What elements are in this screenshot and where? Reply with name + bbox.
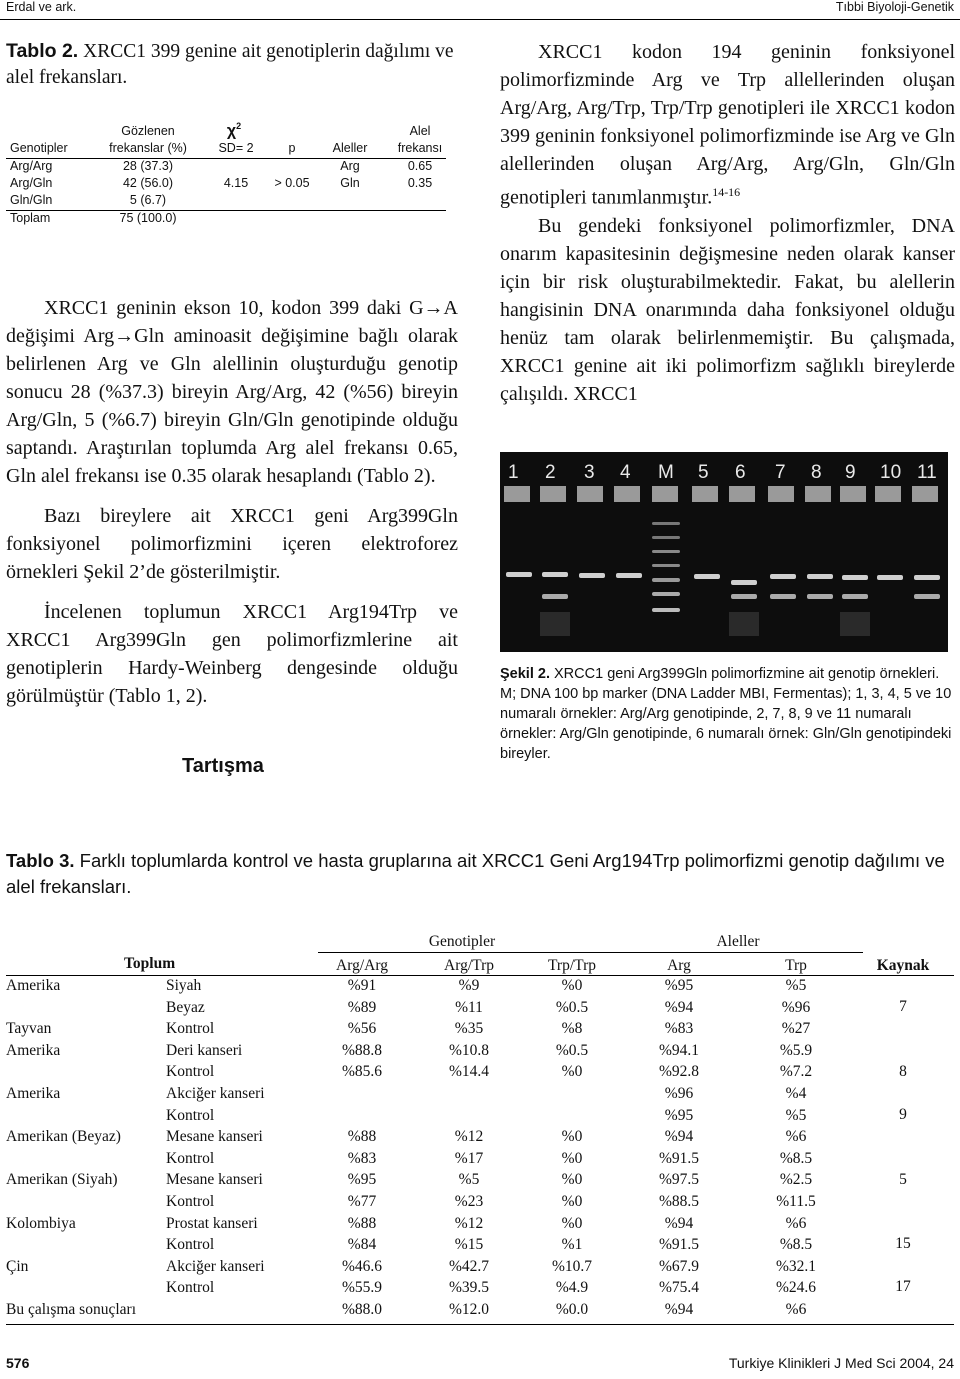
paragraph: XRCC1 geninin ekson 10, kodon 399 daki G→A değişimi Arg→Gln aminoasit değişimine bağlı olarak belirlenen Arg ve Gln alellinin oluşturduğu genotip sonucu 28 (%37.3) bireyin Arg/Arg, 42 (%56) bireyin Arg/Gln, 5 (%6.7) bireyin Gln/Gln genotipinde olduğu saptandı. Araştırılan toplumda Arg alel frekansı 0.65, Gln alel frekansı ise 0.35 olarak hesaplandı (Tablo 2).: [6, 297, 458, 487]
tablo3-header-kaynak: Kaynak: [876, 957, 930, 974]
sample-band: [914, 575, 940, 580]
tablo3-cell-trp: %27: [781, 1020, 811, 1038]
tablo2-caption: [6, 38, 461, 91]
gel-well: [805, 486, 831, 502]
tablo3-cell-argarg: %46.6: [341, 1257, 383, 1275]
tablo3-cell-grup: Kontrol: [166, 1236, 215, 1254]
tablo2-header-frekansi: frekansı: [397, 141, 443, 155]
tablo3-cell-trp: %2.5: [779, 1171, 813, 1189]
tablo3-cell-argtrp: %12: [454, 1214, 484, 1232]
tablo3-header-toplum: Toplum: [124, 955, 176, 972]
tablo3-kaynak: 8: [899, 1063, 907, 1080]
tablo3: [6, 930, 956, 1330]
tablo2: [6, 121, 461, 231]
tablo2-cell-alel-frekans: 0.35: [407, 176, 433, 190]
sample-band: [807, 594, 833, 599]
gel-well: [577, 486, 603, 502]
marker-band: [652, 522, 680, 525]
marker-band: [652, 592, 680, 596]
tablo3-cell-grup: Mesane kanseri: [166, 1128, 263, 1146]
paragraph-text: XRCC1 kodon 194 geninin fonksiyonel polimorfizminde Arg ve Trp allellerinden oluşan Arg/Arg, Arg/Trp, Trp/Trp genotipleri ile XRCC1 kodon 399 geninin fonksiyonel polimorfizminde ise Arg ve Gln alellerinden oluşan Arg/Arg, Arg/Gln, Gln/Gln genotipleri tanımlanmıştır.: [500, 41, 955, 209]
tablo2-header-sd: SD= 2: [218, 141, 254, 155]
tablo3-caption-text: Farklı toplumlarda kontrol ve hasta gruplarına ait XRCC1 Geni Arg194Trp polimorfizmi genotip dağılımı ve alel frekansları.: [6, 850, 945, 897]
tablo3-cell-toplum: Amerikan (Siyah): [6, 1171, 118, 1189]
tablo2-cell-genotip: Arg/Gln: [10, 176, 53, 190]
lane-label: 9: [845, 462, 856, 483]
tablo3-cell-arg: %88.5: [658, 1193, 700, 1210]
tablo3-cell-trp: %32.1: [775, 1257, 817, 1275]
gel-well: [729, 486, 755, 502]
tablo3-cell-grup: Beyaz: [166, 998, 205, 1016]
tablo2-cell-genotip: Toplam: [10, 211, 51, 225]
figure-caption-title: XRCC1 geni Arg399Gln polimorfizmine ait genotip örnekleri.: [554, 666, 940, 682]
tablo3-cell-trp: %6: [785, 1214, 807, 1232]
lane-label: 4: [620, 462, 631, 483]
tablo3-cell-toplum: Amerikan (Beyaz): [6, 1128, 121, 1146]
tablo3-cell-argtrp: %14.4: [448, 1063, 490, 1081]
tablo2-header-gozlenen: Gözlenen: [121, 124, 175, 138]
tablo3-cell-trp: %5: [785, 1106, 807, 1124]
tablo2-cell-genotip: Gln/Gln: [10, 193, 53, 207]
tablo3-cell-argarg: %89: [347, 998, 377, 1016]
tablo3-cell-trptrp: %0.5: [555, 1041, 589, 1059]
lane-label: 5: [698, 462, 709, 483]
tablo3-header-arg: Arg: [667, 957, 691, 974]
tablo3-cell-argtrp: %39.5: [448, 1279, 490, 1297]
tablo3-cell-trptrp: %0: [561, 1214, 583, 1232]
tablo3-cell-trptrp: %10.7: [551, 1257, 593, 1275]
tablo3-group-aleller: Aleller: [716, 933, 760, 950]
tablo3-header-trptrp: Trp/Trp: [548, 957, 596, 974]
lane-label: 1: [508, 462, 519, 483]
tablo3-cell-argtrp: %42.7: [448, 1257, 490, 1275]
gel-well: [614, 486, 640, 502]
gel-well: [504, 486, 530, 502]
tablo3-cell-grup: Kontrol: [166, 1020, 215, 1038]
tablo3-cell-trptrp: %0.0: [555, 1301, 589, 1318]
tablo3-cell-arg: %94: [664, 998, 694, 1016]
running-header-authors: Erdal ve ark.: [6, 0, 77, 14]
tablo2-header-alel: Alel: [409, 124, 431, 138]
sample-band: [731, 580, 757, 585]
tablo3-cell-toplum: Tayvan: [6, 1020, 52, 1038]
tablo3-cell-arg: %97.5: [658, 1171, 700, 1189]
tablo2-cell-genotip: Arg/Arg: [10, 159, 53, 173]
tablo3-cell-toplum: Bu çalışma sonuçları: [6, 1301, 136, 1318]
tablo3-cell-trptrp: %0: [561, 977, 583, 994]
tablo3-cell-grup: Deri kanseri: [166, 1041, 243, 1059]
sample-band: [542, 572, 568, 577]
tablo3-cell-argarg: %77: [347, 1193, 377, 1210]
tablo2-header-genotipler: Genotipler: [10, 141, 68, 155]
tablo3-kaynak: 9: [899, 1106, 907, 1123]
gel-well: [692, 486, 718, 502]
tablo3-cell-arg: %67.9: [658, 1257, 700, 1275]
gel-well: [652, 486, 678, 502]
tablo3-cell-trptrp: %8: [561, 1020, 583, 1038]
tablo3-cell-argtrp: %35: [454, 1020, 484, 1038]
tablo2-header-rule: [6, 158, 446, 159]
sample-band: [579, 573, 605, 578]
lane-label: 6: [735, 462, 746, 483]
tablo2-cell-frekans: 75 (100.0): [119, 211, 177, 225]
tablo3-kaynak: 17: [895, 1278, 911, 1295]
tablo2-cell-frekans: 5 (6.7): [129, 193, 167, 207]
tablo3-cell-trptrp: %0: [561, 1063, 583, 1081]
tablo3-cell-argtrp: %17: [454, 1149, 484, 1167]
journal-citation: Turkiye Klinikleri J Med Sci 2004, 24: [728, 1355, 954, 1371]
paragraph: Bu gendeki fonksiyonel polimorfizmler, DNA onarım kapasitesinin değişmesine neden olarak kanser için bir risk oluşturabilmektedir. Fakat, bu alellerin hangisinin DNA onarımında daha fonksiyonel olduğu henüz tam olarak belirlenmemiştir. Bu çalışmada, XRCC1 genine ait iki polimorfizm sağlıklı bireylerde çalışıldı. XRCC1: [500, 214, 955, 405]
tablo3-cell-arg: %94: [664, 1214, 694, 1232]
left-body-text: [6, 294, 458, 710]
sample-band: [770, 594, 796, 599]
tablo3-cell-trp: %5.9: [779, 1041, 813, 1059]
tablo3-cell-argarg: %88.8: [341, 1041, 383, 1059]
tablo3-cell-argtrp: %11: [455, 998, 483, 1016]
gel-well: [840, 486, 866, 502]
figure-caption-body: M; DNA 100 bp marker (DNA Ladder MBI, Fermentas); 1, 3, 4, 5 ve 10 numaralı örnekler: Arg/Arg genotipinde, 2, 7, 8, 9 ve 11 numaralı örnekler: Arg/Gln genotipinde, 6 numaralı örnek: Gln/Gln genotipindeki bireyler.: [500, 686, 952, 762]
tablo3-cell-arg: %95: [664, 1106, 694, 1124]
tablo3-cell-arg: %94.1: [658, 1041, 700, 1059]
tablo3-label: Tablo 3.: [6, 850, 75, 871]
lane-label: 11: [917, 462, 937, 483]
tablo3-header-trp: Trp: [785, 957, 807, 974]
tablo3-cell-toplum: Çin: [6, 1257, 29, 1275]
tablo3-cell-arg: %95: [664, 977, 694, 994]
sample-band: [731, 594, 757, 599]
primer-smear: [729, 612, 759, 636]
tablo3-kaynak: 5: [899, 1171, 907, 1188]
tablo2-header-chi: [227, 119, 241, 138]
tablo3-group-genotipler: Genotipler: [428, 933, 496, 950]
tablo3-cell-argarg: %83: [347, 1149, 377, 1167]
tablo3-cell-argtrp: %9: [458, 977, 480, 994]
paragraph: [500, 38, 955, 212]
tablo3-cell-trp: %4: [785, 1085, 807, 1102]
primer-smear: [540, 612, 570, 636]
tablo3-cell-trptrp: %0: [561, 1149, 583, 1167]
tablo2-cell-chi: 4.15: [223, 176, 249, 190]
tablo3-cell-trp: %7.2: [779, 1063, 813, 1081]
sample-band: [694, 574, 720, 579]
lane-label: 2: [545, 462, 556, 483]
paragraph: İncelenen toplumun XRCC1 Arg194Trp ve XRCC1 Arg399Gln gen polimorfizmlerine ait genotiplerin Hardy-Weinberg dengesinde olduğu görülmüştür (Tablo 1, 2).: [6, 601, 458, 707]
tablo2-caption-text: XRCC1 399 genine ait genotiplerin dağılımı ve alel frekansları.: [6, 41, 454, 88]
sample-band: [616, 573, 642, 578]
gel-electrophoresis-image: [500, 452, 948, 652]
tablo3-cell-trptrp: %1: [561, 1236, 583, 1254]
right-body-text: [500, 38, 955, 408]
tablo3-cell-argtrp: %10.8: [448, 1041, 490, 1059]
figure-label: Şekil 2.: [500, 666, 550, 682]
tablo3-cell-trp: %8.5: [779, 1236, 813, 1254]
tablo3-cell-argarg: %91: [347, 977, 377, 994]
tablo3-cell-argarg: %55.9: [341, 1279, 383, 1297]
tablo3-cell-trp: %5: [785, 977, 807, 994]
tablo2-cell-alel: Gln: [340, 176, 360, 190]
tablo3-cell-grup: Kontrol: [166, 1149, 215, 1167]
tablo3-cell-argtrp: %12.0: [448, 1301, 490, 1318]
tablo3-cell-argarg: %88: [347, 1128, 377, 1146]
gel-well: [768, 486, 794, 502]
tablo3-group-rule: [318, 952, 863, 953]
tablo3-header-rule: [6, 975, 954, 976]
marker-band: [652, 608, 680, 612]
tablo3-kaynak: 7: [899, 998, 907, 1015]
tablo3-cell-arg: %91.5: [658, 1236, 700, 1254]
tablo3-cell-grup: Prostat kanseri: [166, 1214, 258, 1232]
tablo3-cell-argarg: %85.6: [341, 1063, 383, 1081]
page-number: 576: [6, 1355, 30, 1371]
tablo2-cell-frekans: 28 (37.3): [122, 159, 174, 173]
tablo3-cell-grup: Akciğer kanseri: [166, 1085, 265, 1102]
tablo3-cell-trp: %8.5: [779, 1149, 813, 1167]
sample-band: [842, 575, 868, 580]
chi-symbol: χ: [226, 122, 237, 140]
lane-label: M: [658, 462, 674, 483]
tablo3-cell-arg: %92.8: [658, 1063, 700, 1081]
tablo3-cell-toplum: Amerika: [6, 977, 61, 994]
tablo3-cell-trp: %6: [785, 1301, 807, 1318]
tablo3-cell-grup: Kontrol: [166, 1279, 215, 1297]
tablo3-caption: [6, 848, 956, 900]
tablo2-header-frekanslar: frekanslar (%): [109, 141, 187, 155]
tablo3-cell-grup: Siyah: [166, 977, 202, 994]
tablo3-cell-arg: %75.4: [658, 1279, 700, 1297]
citation-superscript: 14-16: [712, 185, 741, 199]
marker-band: [652, 564, 680, 567]
tablo3-cell-trptrp: %4.9: [555, 1279, 589, 1297]
tablo2-cell-alel: Arg: [340, 159, 360, 173]
tablo3-cell-toplum: Amerika: [6, 1085, 61, 1102]
tablo3-cell-trp: %11.5: [776, 1193, 816, 1210]
tablo3-cell-toplum: Amerika: [6, 1041, 61, 1059]
paragraph: Bazı bireylere ait XRCC1 geni Arg399Gln fonksiyonel polimorfizmini içeren elektroforez örnekleri Şekil 2’de gösterilmiştir.: [6, 505, 458, 583]
tablo3-cell-trp: %6: [785, 1128, 807, 1146]
tablo3-cell-arg: %94: [664, 1128, 694, 1146]
tablo3-cell-grup: Kontrol: [166, 1063, 215, 1081]
tablo2-cell-alel-frekans: 0.65: [407, 159, 433, 173]
sample-band: [770, 574, 796, 579]
tablo3-cell-arg: %91.5: [658, 1149, 700, 1167]
gel-well: [540, 486, 566, 502]
sample-band: [914, 594, 940, 599]
tablo3-cell-trptrp: %0: [561, 1193, 583, 1210]
sample-band: [542, 594, 568, 599]
tablo3-header-argarg: Arg/Arg: [336, 957, 388, 974]
chi-superscript: 2: [236, 121, 242, 131]
primer-smear: [840, 612, 870, 636]
figure-caption: [500, 664, 952, 764]
lane-label: 3: [584, 462, 595, 483]
tablo3-cell-argarg: %84: [347, 1236, 377, 1254]
header-rule: [0, 19, 960, 20]
tablo3-cell-trptrp: %0: [561, 1128, 583, 1146]
lane-label: 7: [775, 462, 786, 483]
marker-band: [652, 536, 680, 539]
tablo3-cell-toplum: Kolombiya: [6, 1214, 76, 1232]
tablo3-cell-trp: %24.6: [775, 1279, 817, 1297]
tablo3-cell-argarg: %56: [347, 1020, 377, 1038]
tablo3-header-argtrp: Arg/Trp: [444, 957, 494, 974]
tablo3-kaynak: 15: [895, 1235, 911, 1252]
tablo3-cell-argtrp: %5: [458, 1171, 480, 1189]
tablo2-total-rule: [6, 210, 446, 211]
marker-band: [652, 578, 680, 582]
section-heading-tartisma: Tartışma: [182, 755, 264, 777]
gel-well: [912, 486, 938, 502]
tablo3-cell-grup: Kontrol: [166, 1193, 215, 1210]
sample-band: [807, 574, 833, 579]
tablo3-cell-arg: %94: [664, 1301, 694, 1318]
tablo2-header-aleller: Aleller: [332, 141, 368, 155]
tablo2-header-p: p: [288, 141, 296, 155]
tablo3-cell-arg: %96: [664, 1085, 694, 1102]
tablo3-cell-argarg: %95: [347, 1171, 377, 1189]
tablo3-cell-grup: Akciğer kanseri: [166, 1257, 265, 1275]
tablo3-cell-argtrp: %15: [454, 1236, 484, 1254]
tablo3-cell-argtrp: %12: [454, 1128, 484, 1146]
lane-label: 10: [880, 462, 902, 483]
gel-well: [875, 486, 901, 502]
running-header-section: Tıbbi Biyoloji-Genetik: [835, 0, 954, 14]
marker-band: [652, 550, 680, 553]
tablo3-cell-argarg: %88.0: [341, 1301, 383, 1318]
tablo2-label: Tablo 2.: [6, 40, 79, 62]
tablo3-cell-grup: Kontrol: [166, 1106, 215, 1124]
tablo3-cell-argarg: %88: [347, 1214, 377, 1232]
tablo3-cell-arg: %83: [664, 1020, 694, 1038]
sample-band: [877, 575, 903, 580]
tablo2-cell-frekans: 42 (56.0): [122, 176, 174, 190]
tablo3-cell-trptrp: %0: [561, 1171, 583, 1189]
tablo3-cell-argtrp: %23: [454, 1193, 484, 1210]
tablo3-cell-trptrp: %0.5: [555, 998, 589, 1016]
tablo3-cell-trp: %96: [781, 998, 811, 1016]
lane-label: 8: [811, 462, 822, 483]
tablo2-cell-p: > 0.05: [274, 176, 310, 190]
sample-band: [842, 594, 868, 599]
tablo3-cell-grup: Mesane kanseri: [166, 1171, 263, 1189]
sample-band: [506, 572, 532, 577]
tablo3-bottom-rule: [6, 1324, 954, 1325]
